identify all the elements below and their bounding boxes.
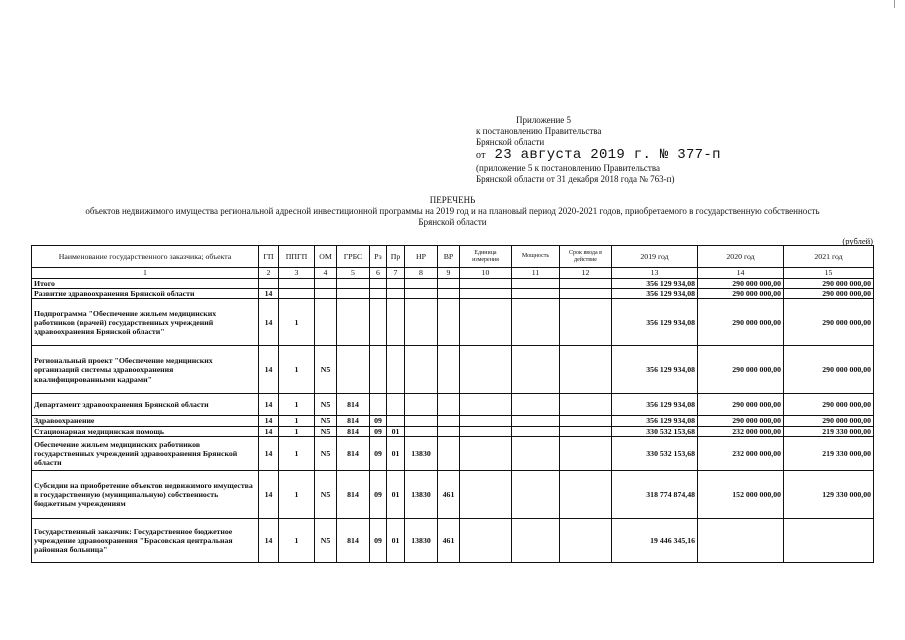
scan-edge-mark xyxy=(894,0,895,8)
table-cell: 290 000 000,00 xyxy=(698,299,784,346)
table-cell: 14 xyxy=(259,470,279,518)
table-cell: 1 xyxy=(279,299,315,346)
column-number: 10 xyxy=(460,268,512,279)
table-cell: N5 xyxy=(315,436,337,470)
table-cell xyxy=(560,346,612,394)
table-cell: 356 129 934,08 xyxy=(612,279,698,289)
table-cell xyxy=(370,299,387,346)
table-cell: 290 000 000,00 xyxy=(698,394,784,416)
appendix-block xyxy=(476,115,721,185)
table-cell: 356 129 934,08 xyxy=(612,289,698,299)
table-row xyxy=(32,279,874,289)
col-header-rz: Рз xyxy=(370,246,387,268)
table-cell xyxy=(337,289,370,299)
table-cell xyxy=(387,299,405,346)
table-cell xyxy=(405,289,438,299)
table-cell xyxy=(259,279,279,289)
table-cell xyxy=(370,279,387,289)
column-number: 13 xyxy=(612,268,698,279)
table-cell xyxy=(512,426,560,436)
appendix-line-2: к постановлению Правительства xyxy=(476,126,602,136)
table-cell xyxy=(405,346,438,394)
table-cell: 13830 xyxy=(405,436,438,470)
col-header-2020: 2020 год xyxy=(698,246,784,268)
column-number: 11 xyxy=(512,268,560,279)
col-header-2021: 2021 год xyxy=(784,246,874,268)
column-number: 5 xyxy=(337,268,370,279)
row-name-cell: Субсидии на приобретение объектов недвижимого имущества в государственную (муниципальную) собственность бюджетным учреждениям xyxy=(32,470,259,518)
title-line-2: Брянской области xyxy=(418,217,487,227)
table-cell: 219 330 000,00 xyxy=(784,426,874,436)
column-number-row xyxy=(32,268,874,279)
table-cell: 814 xyxy=(337,470,370,518)
col-header-pr: Пр xyxy=(387,246,405,268)
table-cell: 814 xyxy=(337,518,370,562)
table-cell xyxy=(460,394,512,416)
table-cell xyxy=(560,289,612,299)
table-cell xyxy=(560,518,612,562)
table-cell: N5 xyxy=(315,470,337,518)
table-cell xyxy=(337,299,370,346)
table-cell: 1 xyxy=(279,426,315,436)
column-number: 4 xyxy=(315,268,337,279)
table-cell xyxy=(438,426,460,436)
col-header-vr: ВР xyxy=(438,246,460,268)
col-header-capacity: Мощность xyxy=(512,246,560,268)
table-cell xyxy=(560,299,612,346)
table-cell xyxy=(387,279,405,289)
table-cell: 356 129 934,08 xyxy=(612,299,698,346)
table-cell xyxy=(460,299,512,346)
col-header-nr: НР xyxy=(405,246,438,268)
table-cell xyxy=(438,416,460,426)
table-cell: 814 xyxy=(337,416,370,426)
table-cell xyxy=(438,289,460,299)
table-cell xyxy=(512,416,560,426)
document-title xyxy=(0,195,905,228)
table-cell: 1 xyxy=(279,416,315,426)
row-name-cell: Региональный проект "Обеспечение медицинских организаций системы здравоохранения квалифицированными кадрами" xyxy=(32,346,259,394)
table-cell: 356 129 934,08 xyxy=(612,394,698,416)
table-cell xyxy=(460,279,512,289)
table-cell xyxy=(387,416,405,426)
table-row xyxy=(32,394,874,416)
table-cell: 290 000 000,00 xyxy=(784,299,874,346)
table-cell xyxy=(560,436,612,470)
col-header-ppgp: ППГП xyxy=(279,246,315,268)
table-cell: 290 000 000,00 xyxy=(784,394,874,416)
row-name-cell: Подпрограмма "Обеспечение жильем медицинских работников (врачей) государственных учреждений здравоохранения Брянской области" xyxy=(32,299,259,346)
table-cell xyxy=(698,518,784,562)
table-cell xyxy=(438,394,460,416)
table-cell: 330 532 153,68 xyxy=(612,436,698,470)
table-cell: 14 xyxy=(259,426,279,436)
column-number: 8 xyxy=(405,268,438,279)
date-prefix: от xyxy=(476,150,486,161)
table-cell: 14 xyxy=(259,394,279,416)
table-cell: 14 xyxy=(259,436,279,470)
table-body xyxy=(32,279,874,563)
table-cell: 814 xyxy=(337,394,370,416)
table-cell xyxy=(512,436,560,470)
table-cell xyxy=(512,299,560,346)
row-name-cell: Итого xyxy=(32,279,259,289)
table-cell xyxy=(560,416,612,426)
table-cell xyxy=(405,394,438,416)
table-cell: 152 000 000,00 xyxy=(698,470,784,518)
table-cell: 1 xyxy=(279,518,315,562)
table-cell: 1 xyxy=(279,346,315,394)
row-name-cell: Обеспечение жильем медицинских работников государственных учреждений здравоохранения Брянской области xyxy=(32,436,259,470)
col-header-gp: ГП xyxy=(259,246,279,268)
table-cell: 814 xyxy=(337,426,370,436)
table-cell xyxy=(512,346,560,394)
table-cell xyxy=(387,394,405,416)
table-row xyxy=(32,436,874,470)
table-cell xyxy=(560,394,612,416)
appendix-line-3: Брянской области xyxy=(476,137,545,147)
column-number: 9 xyxy=(438,268,460,279)
appendix-line-6: Брянской области от 31 декабря 2018 года № 763-п) xyxy=(476,174,675,184)
table-cell: 318 774 874,48 xyxy=(612,470,698,518)
table-cell xyxy=(784,518,874,562)
col-header-name: Наименование государственного заказчика; объекта xyxy=(32,246,259,268)
table-cell: 19 446 345,16 xyxy=(612,518,698,562)
table-cell xyxy=(315,279,337,289)
table-cell xyxy=(438,346,460,394)
row-name-cell: Здравоохранение xyxy=(32,416,259,426)
table-cell: 1 xyxy=(279,436,315,470)
table-cell: 13830 xyxy=(405,518,438,562)
table-cell xyxy=(315,299,337,346)
table-cell xyxy=(405,416,438,426)
units-label: (рублей) xyxy=(842,236,873,246)
table-cell: 14 xyxy=(259,416,279,426)
table-cell xyxy=(560,470,612,518)
table-cell xyxy=(512,518,560,562)
table-cell: 14 xyxy=(259,289,279,299)
appendix-line-1: Приложение 5 xyxy=(516,115,572,125)
table-cell: 290 000 000,00 xyxy=(784,279,874,289)
table-cell: 290 000 000,00 xyxy=(698,279,784,289)
table-cell: N5 xyxy=(315,346,337,394)
table-cell: 290 000 000,00 xyxy=(784,416,874,426)
table-row xyxy=(32,518,874,562)
table-cell: N5 xyxy=(315,518,337,562)
table-cell xyxy=(460,518,512,562)
table-cell xyxy=(512,470,560,518)
table-cell xyxy=(370,346,387,394)
table-cell xyxy=(370,289,387,299)
table-cell: 232 000 000,00 xyxy=(698,436,784,470)
table-cell xyxy=(438,279,460,289)
table-cell xyxy=(512,394,560,416)
column-number: 14 xyxy=(698,268,784,279)
column-number: 15 xyxy=(784,268,874,279)
table-cell: 1 xyxy=(279,470,315,518)
table-cell: N5 xyxy=(315,394,337,416)
table-cell: 01 xyxy=(387,518,405,562)
table-cell xyxy=(405,299,438,346)
table-row xyxy=(32,426,874,436)
col-header-grbs: ГРБС xyxy=(337,246,370,268)
table-cell: 461 xyxy=(438,470,460,518)
table-cell: 356 129 934,08 xyxy=(612,346,698,394)
table-cell: 01 xyxy=(387,426,405,436)
table-cell: 461 xyxy=(438,518,460,562)
table-cell: 09 xyxy=(370,426,387,436)
table-cell: 14 xyxy=(259,299,279,346)
table-row xyxy=(32,299,874,346)
column-number: 1 xyxy=(32,268,259,279)
table-cell: 330 532 153,68 xyxy=(612,426,698,436)
table-cell: 290 000 000,00 xyxy=(698,346,784,394)
col-header-commission-date: Срок ввода в действие xyxy=(560,246,612,268)
table-cell xyxy=(460,436,512,470)
table-cell xyxy=(405,426,438,436)
table-cell xyxy=(512,289,560,299)
table-cell: 814 xyxy=(337,436,370,470)
table-cell xyxy=(460,426,512,436)
table-cell xyxy=(460,416,512,426)
table-cell xyxy=(460,346,512,394)
table-cell: 13830 xyxy=(405,470,438,518)
col-header-om: ОМ xyxy=(315,246,337,268)
table-cell: 01 xyxy=(387,436,405,470)
table-cell: 09 xyxy=(370,470,387,518)
table-cell xyxy=(460,470,512,518)
row-name-cell: Стационарная медицинская помощь xyxy=(32,426,259,436)
table-cell xyxy=(512,279,560,289)
table-cell xyxy=(370,394,387,416)
table-cell xyxy=(387,346,405,394)
table-cell: N5 xyxy=(315,416,337,426)
appendix-line-5: (приложение 5 к постановлению Правительства xyxy=(476,163,660,173)
row-name-cell: Государственный заказчик: Государственное бюджетное учреждение здравоохранения "Брасовская центральная районная больница" xyxy=(32,518,259,562)
table-cell: 14 xyxy=(259,518,279,562)
table-cell xyxy=(438,299,460,346)
table-cell: 290 000 000,00 xyxy=(698,289,784,299)
table-cell xyxy=(315,289,337,299)
table-cell xyxy=(279,289,315,299)
table-cell xyxy=(337,279,370,289)
row-name-cell: Развитие здравоохранения Брянской области xyxy=(32,289,259,299)
table-row xyxy=(32,346,874,394)
table-cell: 01 xyxy=(387,470,405,518)
title-line-1: объектов недвижимого имущества региональной адресной инвестиционной программы на 2019 год и на плановый период 2020-2021 годов, приобретаемого в государственную собственность xyxy=(85,206,820,216)
column-number: 7 xyxy=(387,268,405,279)
handwritten-date: 23 августа 2019 г. № 377-п xyxy=(494,147,721,163)
table-cell: 290 000 000,00 xyxy=(784,289,874,299)
column-number: 3 xyxy=(279,268,315,279)
table-cell xyxy=(337,346,370,394)
table-cell: 219 330 000,00 xyxy=(784,436,874,470)
column-number: 6 xyxy=(370,268,387,279)
table-cell: 356 129 934,08 xyxy=(612,416,698,426)
column-number: 2 xyxy=(259,268,279,279)
column-number: 12 xyxy=(560,268,612,279)
col-header-2019: 2019 год xyxy=(612,246,698,268)
col-header-unit: Единица измерения xyxy=(460,246,512,268)
title-heading: ПЕРЕЧЕНЬ xyxy=(429,195,476,205)
table-cell xyxy=(387,289,405,299)
table-row xyxy=(32,470,874,518)
table-cell xyxy=(279,279,315,289)
table-cell: 129 330 000,00 xyxy=(784,470,874,518)
table-cell xyxy=(560,426,612,436)
table-cell: N5 xyxy=(315,426,337,436)
table-cell: 290 000 000,00 xyxy=(784,346,874,394)
table-cell: 232 000 000,00 xyxy=(698,426,784,436)
investment-table xyxy=(31,245,874,563)
table-cell: 09 xyxy=(370,436,387,470)
table-row xyxy=(32,416,874,426)
table-cell: 1 xyxy=(279,394,315,416)
row-name-cell: Департамент здравоохранения Брянской области xyxy=(32,394,259,416)
table-cell xyxy=(405,279,438,289)
table-row xyxy=(32,289,874,299)
table-cell: 290 000 000,00 xyxy=(698,416,784,426)
table-cell: 09 xyxy=(370,518,387,562)
table-cell: 14 xyxy=(259,346,279,394)
table-cell xyxy=(460,289,512,299)
table-cell xyxy=(560,279,612,289)
table-cell xyxy=(438,436,460,470)
table-cell: 09 xyxy=(370,416,387,426)
header-row xyxy=(32,246,874,268)
appendix-date-line xyxy=(476,148,721,163)
